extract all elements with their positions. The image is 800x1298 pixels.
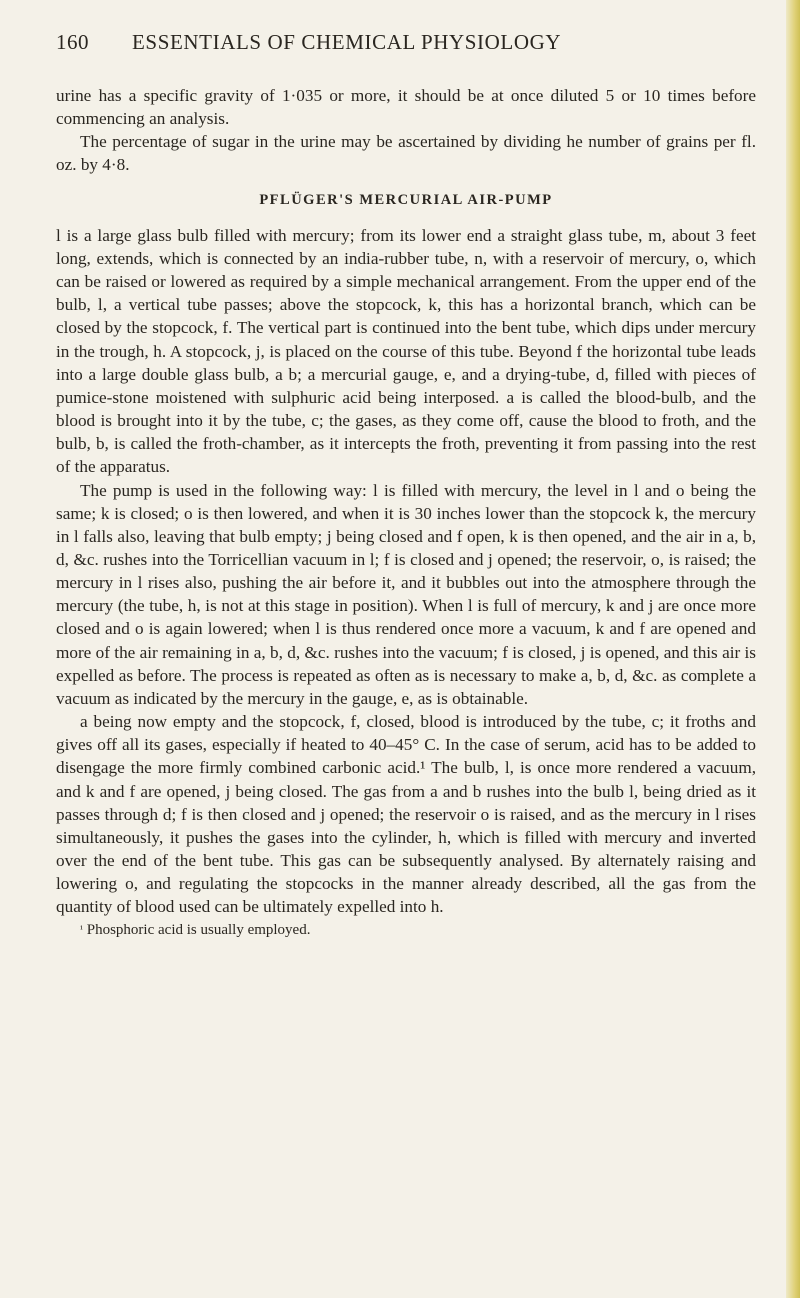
page-number: 160 bbox=[56, 30, 89, 54]
page-edge bbox=[786, 0, 800, 1298]
footnote-mark: ¹ bbox=[80, 924, 83, 936]
intro-paragraph-2: The percentage of sugar in the urine may be ascertained by dividing he number of grains per fl. oz. by 4·8. bbox=[56, 132, 756, 175]
running-head: ESSENTIALS OF CHEMICAL PHYSIOLOGY bbox=[132, 30, 562, 54]
footnote bbox=[56, 920, 756, 940]
section-paragraph-3: a being now empty and the stopcock, f, closed, blood is introduced by the tube, c; it froths and gives off all its gases, especially if heated to 40–45° C. In the case of serum, acid has to be added to disengage the more firmly combined carbonic acid.¹ The bulb, l, is once more rendered a vacuum, and k and f are opened, j being closed. The gas from a and b rushes into the bulb l, being dried as it passes through d; f is then closed and j opened; the reservoir o is raised, and as the mercury in l rises simultaneously, it pushes the gases into the cylinder, h, which is filled with mercury and inverted over the end of the bent tube. This gas can be subsequently analysed. By alternately raising and lowering o, and regulating the stopcocks in the manner already described, all the gas from the quantity of blood used can be ultimately expelled into h. bbox=[56, 712, 756, 917]
section-heading: PFLÜGER'S MERCURIAL AIR-PUMP bbox=[259, 191, 553, 208]
page-body bbox=[56, 84, 756, 940]
section-paragraph-1: l is a large glass bulb filled with mercury; from its lower end a straight glass tube, m, about 3 feet long, extends, which is connected by an india-rubber tube, n, with a reservoir of mercury, o, which can be raised or lowered as required by a simple mechanical arrangement. From the upper end of the bulb, l, a vertical tube passes; above the stopcock, k, this has a horizontal branch, which can be closed by the stopcock, f. The vertical part is continued into the bent tube, which dips under mercury in the trough, h. A stopcock, j, is placed on the course of this tube. Beyond f the horizontal tube leads into a large double glass bulb, a b; a mercurial gauge, e, and a drying-tube, d, filled with pieces of pumice-stone moistened with sulphuric acid being interposed. a is called the blood-bulb, and the blood is brought into it by the tube, c; the gases, as they come off, cause the blood to froth, and the bulb, b, is called the froth-chamber, as it intercepts the froth, preventing it from passing into the rest of the apparatus. bbox=[56, 225, 756, 477]
section-paragraph-2: The pump is used in the following way: l is filled with mercury, the level in l and o being the same; k is closed; o is then lowered, and when it is 30 inches lower than the stopcock k, the mercury in l falls also, leaving that bulb empty; j being closed and f open, k is then opened, and the air in a, b, d, &c. rushes into the Torricellian vacuum in l; f is closed and j opened; the reservoir, o, is raised; the mercury in l rises also, pushing the air before it, and it bubbles out into the atmosphere through the mercury (the tube, h, is not at this stage in position). When l is full of mercury, k and j are once more closed and o is again lowered; when l is thus rendered once more a vacuum, k and f are opened and more of the air remaining in a, b, d, &c. rushes into the vacuum; f is closed, j is opened, and this air is expelled as before. The process is repeated as often as is necessary to make a, b, d, &c. as complete a vacuum as indicated by the mercury in the gauge, e, as is obtainable. bbox=[56, 480, 756, 708]
footnote-text: Phosphoric acid is usually employed. bbox=[86, 922, 311, 939]
page-header bbox=[56, 30, 756, 55]
intro-paragraph-1: urine has a specific gravity of 1·035 or more, it should be at once diluted 5 or 10 times before commencing an analysis. bbox=[56, 86, 756, 129]
